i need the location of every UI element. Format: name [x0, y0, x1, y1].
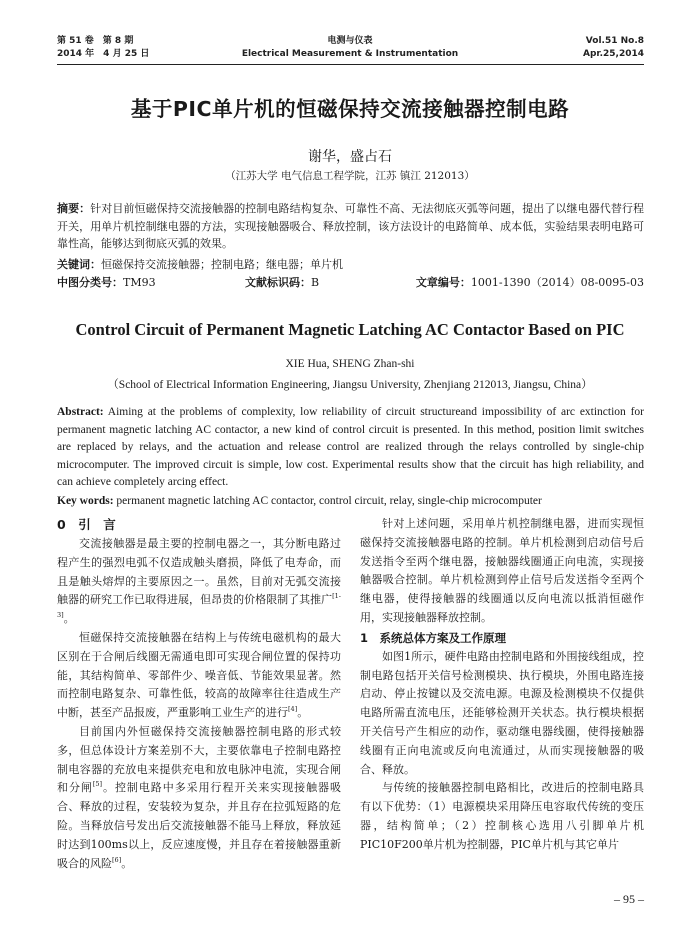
- abstract-en-label: Abstract:: [57, 406, 104, 418]
- article-number-label: 文章编号：: [415, 276, 471, 289]
- paragraph-text: 。: [121, 856, 133, 870]
- abstract-en: [57, 404, 644, 492]
- header-date-zh: 2014 年 4 月 25 日: [57, 49, 150, 59]
- body-paragraph: [57, 535, 341, 629]
- header-right: [583, 35, 644, 61]
- citation-ref: [5]: [92, 780, 103, 789]
- keywords-en-text: permanent magnetic latching AC contactor, control circuit, relay, single-chip microcomputer: [116, 495, 542, 507]
- header-divider: [57, 64, 644, 65]
- doc-code-value: B: [311, 276, 320, 289]
- document-code: [245, 274, 319, 291]
- authors-en: XIE Hua, SHENG Zhan-shi: [285, 358, 415, 370]
- body-paragraph: [57, 723, 341, 873]
- body-column-left: [57, 515, 341, 873]
- citation-ref: [4]: [288, 705, 298, 714]
- clc-number: [57, 274, 156, 291]
- paragraph-text: 目前国内外恒磁保持交流接触器控制电路的形式较多，但总体设计方案差别不大，主要依靠电子控制电路控制电容器的充放电来提供充电和放电脉冲电流，实现合闸和分闸: [57, 724, 341, 795]
- affiliation-en: （School of Electrical Information Engineering, Jiangsu University, Zhenjiang 212013, Jiangsu, China）: [107, 379, 593, 391]
- title-en: Control Circuit of Permanent Magnetic Latching AC Contactor Based on PIC: [75, 320, 625, 339]
- body-paragraph: [57, 629, 341, 723]
- section-heading-system-scheme: 1 系统总体方案及工作原理: [360, 630, 507, 645]
- section-heading-introduction: 0 引 言: [57, 517, 116, 532]
- classification-line: [57, 274, 644, 291]
- article-number: [416, 274, 644, 291]
- body-column-right: [360, 515, 644, 855]
- abstract-zh-text: 针对目前恒磁保持交流接触器的控制电路结构复杂、可靠性不高、无法彻底灭弧等问题，提出了以继电器代替行程开关，用单片机控制继电器的方法，实现接触器吸合、释放控制，该方法设计的电路简单、成本低，实验结果表明电路可靠性高，能够达到彻底灭弧的效果。: [57, 202, 644, 250]
- paragraph-text: 。控制电路中多采用行程开关来实现接触器吸合、释放的过程，安装较为复杂，并且存在拉弧短路的危险。当释放信号发出后交流接触器不能马上释放，释放延时达到100ms以上，反应速度慢，并且存在着接触器重新吸合的风险: [57, 781, 342, 870]
- header-journal-zh: 电测与仪表: [327, 36, 373, 46]
- keywords-en-label: Key words:: [57, 495, 114, 507]
- paragraph-text: 交流接触器是最主要的控制电器之一，其分断电路过程产生的强烈电弧不仅造成触头磨损，降低了电寿命，而且是触头熔焊的主要原因之一。虽然，目前对无弧交流接触器的研究工作已取得进展，但昂贵的价格限制了其推广: [57, 537, 341, 607]
- doc-code-label: 文献标识码：: [245, 276, 311, 289]
- header-volume-zh: 第 51 卷 第 8 期: [57, 36, 134, 46]
- clc-value: TM93: [123, 276, 156, 289]
- citation-ref: [1-3]: [57, 592, 341, 620]
- keywords-zh-text: 恒磁保持交流接触器；控制电路；继电器；单片机: [101, 258, 343, 271]
- page-number: – 95 –: [614, 892, 644, 906]
- body-paragraph: 与传统的接触器控制电路相比，改进后的控制电路具有以下优势：（1）电源模块采用降压电容取代传统的变压器，结构简单；（2）控制核心选用八引脚单片机PIC10F200单片机为控制器，PIC单片机与其它单片: [360, 781, 644, 851]
- keywords-zh-label: 关键词：: [57, 258, 101, 271]
- citation-ref: [6]: [112, 855, 122, 864]
- header-center: [200, 35, 500, 61]
- title-zh: 基于PIC单片机的恒磁保持交流接触器控制电路: [130, 97, 570, 121]
- header-left: [57, 35, 149, 61]
- authors-zh: 谢华，盛占石: [308, 149, 392, 165]
- affiliation-zh: （江苏大学 电气信息工程学院，江苏 镇江 212013）: [225, 170, 475, 182]
- paragraph-text: 。: [63, 612, 75, 626]
- keywords-zh: [57, 256, 644, 273]
- paragraph-text: 。: [297, 706, 309, 720]
- keywords-en: [57, 493, 644, 510]
- body-paragraph: 针对上述问题，采用单片机控制继电器，进而实现恒磁保持交流接触器电路的控制。单片机检测到启动信号后发送指令至两个继电器，接触器线圈通正向电流，实现接触器吸合控制。单片机检测到停止信号后发送指令至两个继电器，使得接触器的线圈通以反向电流以抵消恒磁作用，实现接触器释放控制。: [360, 517, 644, 624]
- abstract-en-text: Aiming at the problems of complexity, low reliability of circuit structureand impossibility of arc extinction for permanent magnetic latching AC contactor, a new kind of control circuit is presented. In this method, position limit switches are replaced by relays, and the actuation and release control are realized through the relays controlled by single-chip microcomputer. The improved circuit is simple, low cost. Experimental results show that the circuit has high reliability, and can achieve completely arcing effect.: [57, 406, 644, 489]
- header-journal-en: Electrical Measurement & Instrumentation: [241, 49, 459, 59]
- clc-label: 中图分类号：: [57, 276, 123, 289]
- abstract-zh: [57, 200, 644, 253]
- article-number-value: 1001-1390（2014）08-0095-03: [470, 276, 644, 289]
- body-paragraph: 如图1所示，硬件电路由控制电路和外围接线组成，控制电路包括开关信号检测模块、执行模块，外围电路连接启动、停止按键以及交流电源。电源及检测模块不仅提供电路所需直流电压，还能够检测开关状态。执行模块根据开关信号产生相应的动作，驱动继电器线圈，使得接触器线圈有正向电流或反向电流通过，从而实现接触器的吸合、释放。: [360, 649, 644, 776]
- header-volume-en: Vol.51 No.8: [585, 36, 644, 46]
- paragraph-text: 恒磁保持交流接触器在结构上与传统电磁机构的最大区别在于合闸后线圈无需通电即可实现合闸位置的保持功能，其结构简单、零部件少、噪音低、节能效果显著。然而控制电路复杂、可靠性低，较高的故障率往往造成生产中断，甚至产品报废，严重影响工业生产的进行: [57, 630, 341, 720]
- abstract-zh-label: 摘要：: [57, 202, 91, 215]
- header-date-en: Apr.25,2014: [583, 49, 644, 59]
